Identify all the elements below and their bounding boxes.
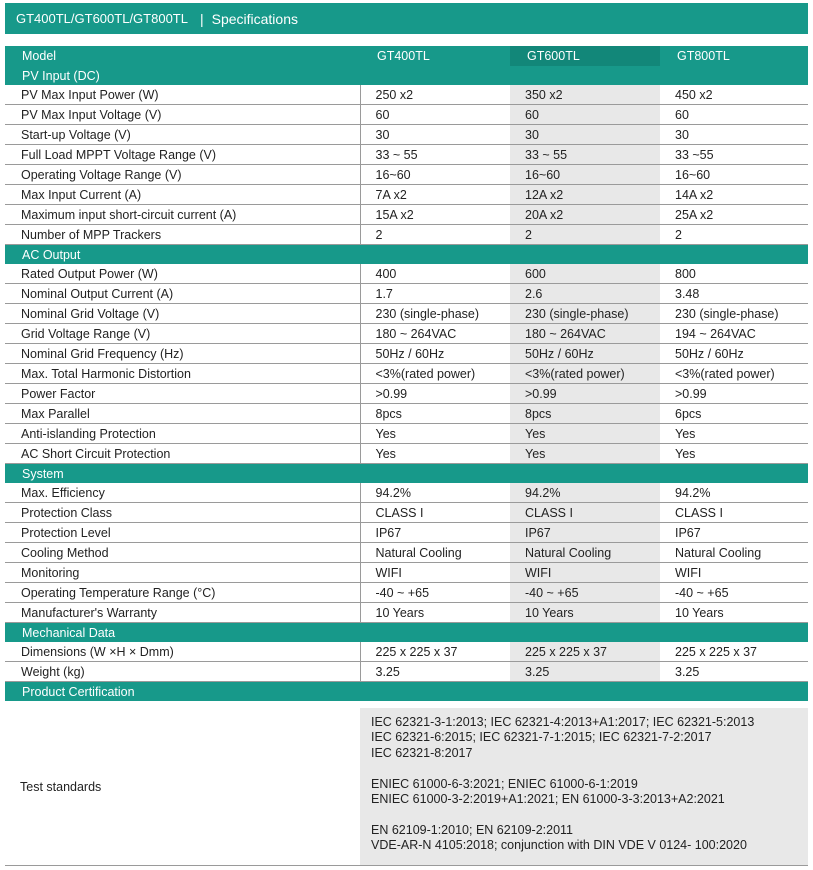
spec-row: [5, 145, 808, 165]
spec-row: [5, 583, 808, 603]
spec-label: Nominal Grid Frequency (Hz): [5, 344, 360, 364]
spec-value: 50Hz / 60Hz: [360, 344, 510, 364]
spec-value: 1.7: [360, 284, 510, 304]
spec-row: [5, 264, 808, 284]
spec-row: [5, 404, 808, 424]
standard-line: IEC 62321-8:2017: [371, 745, 473, 760]
spec-value: 60: [360, 105, 510, 125]
section-title: Product Certification: [5, 682, 808, 702]
spec-value: <3%(rated power): [660, 364, 808, 384]
spec-value: IP67: [510, 523, 660, 543]
spec-value: Yes: [660, 424, 808, 444]
spec-value: Yes: [510, 444, 660, 464]
spec-value: 8pcs: [510, 404, 660, 424]
spec-value: 10 Years: [660, 603, 808, 623]
title-banner: [5, 3, 808, 34]
spec-label: Maximum input short-circuit current (A): [5, 205, 360, 225]
spec-row: [5, 384, 808, 404]
section-title: AC Output: [5, 245, 808, 265]
spec-value: 225 x 225 x 37: [360, 642, 510, 662]
spec-label: Grid Voltage Range (V): [5, 324, 360, 344]
spec-value: 33 ~ 55: [510, 145, 660, 165]
banner-separator: |: [199, 10, 204, 27]
spec-value: 350 x2: [510, 85, 660, 105]
spec-value: 33 ~ 55: [360, 145, 510, 165]
spec-value: Natural Cooling: [510, 543, 660, 563]
spec-value: 600: [510, 264, 660, 284]
spec-row: [5, 603, 808, 623]
spec-value: 16~60: [510, 165, 660, 185]
spec-label: Operating Temperature Range (°C): [5, 583, 360, 603]
spec-value: 225 x 225 x 37: [510, 642, 660, 662]
spec-row: [5, 205, 808, 225]
spec-value: 50Hz / 60Hz: [660, 344, 808, 364]
spec-row: [5, 105, 808, 125]
spec-value: -40 ~ +65: [510, 583, 660, 603]
standard-line: VDE-AR-N 4105:2018; conjunction with DIN VDE V 0124- 100:2020: [371, 838, 747, 853]
standard-line: ENIEC 61000-6-3:2021; ENIEC 61000-6-1:2019: [371, 776, 638, 791]
section-title: PV Input (DC): [5, 66, 808, 85]
spec-value: 3.25: [360, 662, 510, 682]
spec-value: 30: [660, 125, 808, 145]
standard-line: EN 62109-1:2010; EN 62109-2:2011: [371, 822, 574, 837]
banner-title: Specifications: [211, 10, 298, 27]
spec-value: WIFI: [360, 563, 510, 583]
standards-group: [371, 823, 808, 854]
spec-value: 15A x2: [360, 205, 510, 225]
spec-value: Yes: [660, 444, 808, 464]
spec-label: Power Factor: [5, 384, 360, 404]
spec-value: 60: [660, 105, 808, 125]
spec-row: [5, 304, 808, 324]
spec-value: <3%(rated power): [360, 364, 510, 384]
spec-label: Full Load MPPT Voltage Range (V): [5, 145, 360, 165]
spec-label: Anti-islanding Protection: [5, 424, 360, 444]
spec-label: Operating Voltage Range (V): [5, 165, 360, 185]
spec-row: [5, 563, 808, 583]
spec-value: >0.99: [360, 384, 510, 404]
spec-value: >0.99: [660, 384, 808, 404]
spec-row: [5, 543, 808, 563]
spec-row: [5, 503, 808, 523]
spec-value: 450 x2: [660, 85, 808, 105]
spec-value: 50Hz / 60Hz: [510, 344, 660, 364]
spec-value: 2: [360, 225, 510, 245]
spec-row: [5, 444, 808, 464]
spec-label: Nominal Output Current (A): [5, 284, 360, 304]
standard-line: IEC 62321-3-1:2013; IEC 62321-4:2013+A1:2017; IEC 62321-5:2013: [371, 715, 755, 729]
spec-label: Number of MPP Trackers: [5, 225, 360, 245]
spec-row: [5, 185, 808, 205]
spec-value: 30: [510, 125, 660, 145]
spec-value: 25A x2: [660, 205, 808, 225]
spec-value: 16~60: [360, 165, 510, 185]
spec-value: Yes: [510, 424, 660, 444]
spec-value: 800: [660, 264, 808, 284]
spec-label: Protection Level: [5, 523, 360, 543]
spec-row: [5, 424, 808, 444]
spec-value: 20A x2: [510, 205, 660, 225]
spec-value: 33 ~55: [660, 145, 808, 165]
section-title: Mechanical Data: [5, 623, 808, 643]
section-header: [5, 464, 808, 484]
spec-label: Weight (kg): [5, 662, 360, 682]
spec-value: 3.25: [510, 662, 660, 682]
spec-value: -40 ~ +65: [660, 583, 808, 603]
spec-row: [5, 125, 808, 145]
section-header: [5, 245, 808, 265]
spec-value: 16~60: [660, 165, 808, 185]
spec-value: 3.48: [660, 284, 808, 304]
spec-value: CLASS I: [660, 503, 808, 523]
standards-group: [371, 777, 808, 808]
standard-line: IEC 62321-6:2015; IEC 62321-7-1:2015; IEC 62321-7-2:2017: [371, 730, 712, 745]
spec-label: Manufacturer's Warranty: [5, 603, 360, 623]
test-standards-label: Test standards: [20, 779, 102, 794]
standards-group: [371, 715, 808, 761]
section-header: [5, 623, 808, 643]
spec-label: PV Max Input Power (W): [5, 85, 360, 105]
test-standards-list: [360, 708, 808, 865]
spec-value: WIFI: [660, 563, 808, 583]
spec-value: 225 x 225 x 37: [660, 642, 808, 662]
section-title: System: [5, 464, 808, 484]
spec-row: [5, 662, 808, 682]
spec-value: 2: [510, 225, 660, 245]
spec-value: 6pcs: [660, 404, 808, 424]
spec-row: [5, 483, 808, 503]
spec-value: 10 Years: [360, 603, 510, 623]
spec-value: CLASS I: [360, 503, 510, 523]
spec-row: [5, 165, 808, 185]
spec-label: Protection Class: [5, 503, 360, 523]
spec-row: [5, 642, 808, 662]
section-header: [5, 682, 808, 702]
spec-row: [5, 523, 808, 543]
spec-label: Monitoring: [5, 563, 360, 583]
spec-value: 94.2%: [510, 483, 660, 503]
spec-value: 10 Years: [510, 603, 660, 623]
spec-value: 230 (single-phase): [660, 304, 808, 324]
spec-value: 2: [660, 225, 808, 245]
spec-value: 94.2%: [360, 483, 510, 503]
spec-row: [5, 225, 808, 245]
spec-label: Max Input Current (A): [5, 185, 360, 205]
spec-value: 12A x2: [510, 185, 660, 205]
model-header-cell: GT800TL: [660, 46, 808, 66]
spec-row: [5, 344, 808, 364]
model-header-cell: GT400TL: [360, 46, 510, 66]
spec-row: [5, 284, 808, 304]
spec-value: 30: [360, 125, 510, 145]
spec-value: 2.6: [510, 284, 660, 304]
model-header-cell: GT600TL: [510, 46, 660, 66]
spec-label: Dimensions (W ×H × Dmm): [5, 642, 360, 662]
spec-table: [5, 46, 808, 701]
section-header: [5, 66, 808, 85]
spec-label: Max. Total Harmonic Distortion: [5, 364, 360, 384]
spec-value: Natural Cooling: [660, 543, 808, 563]
spec-value: 180 ~ 264VAC: [360, 324, 510, 344]
spec-value: Yes: [360, 424, 510, 444]
spec-value: Yes: [360, 444, 510, 464]
spec-label: PV Max Input Voltage (V): [5, 105, 360, 125]
spec-value: 7A x2: [360, 185, 510, 205]
spec-label: Start-up Voltage (V): [5, 125, 360, 145]
spec-value: 400: [360, 264, 510, 284]
spec-value: 194 ~ 264VAC: [660, 324, 808, 344]
spec-value: CLASS I: [510, 503, 660, 523]
model-list: GT400TL/GT600TL/GT800TL: [16, 11, 188, 26]
spec-value: >0.99: [510, 384, 660, 404]
spec-row: [5, 324, 808, 344]
spec-label: Max. Efficiency: [5, 483, 360, 503]
spec-value: <3%(rated power): [510, 364, 660, 384]
spec-value: 94.2%: [660, 483, 808, 503]
model-header-label: Model: [5, 46, 360, 66]
spec-value: 230 (single-phase): [360, 304, 510, 324]
spec-label: Rated Output Power (W): [5, 264, 360, 284]
spec-value: -40 ~ +65: [360, 583, 510, 603]
spec-label: Nominal Grid Voltage (V): [5, 304, 360, 324]
model-header-row: [5, 46, 808, 66]
spec-value: 180 ~ 264VAC: [510, 324, 660, 344]
standard-line: ENIEC 61000-3-2:2019+A1:2021; EN 61000-3-3:2013+A2:2021: [371, 792, 725, 807]
spec-value: 60: [510, 105, 660, 125]
spec-value: IP67: [660, 523, 808, 543]
certification-block: [5, 708, 808, 866]
spec-value: 8pcs: [360, 404, 510, 424]
spec-label: AC Short Circuit Protection: [5, 444, 360, 464]
spec-value: Natural Cooling: [360, 543, 510, 563]
spec-value: IP67: [360, 523, 510, 543]
spec-label: Cooling Method: [5, 543, 360, 563]
spec-row: [5, 85, 808, 105]
spec-value: WIFI: [510, 563, 660, 583]
spec-label: Max Parallel: [5, 404, 360, 424]
spec-value: 230 (single-phase): [510, 304, 660, 324]
spec-row: [5, 364, 808, 384]
spec-value: 14A x2: [660, 185, 808, 205]
spec-value: 250 x2: [360, 85, 510, 105]
spec-value: 3.25: [660, 662, 808, 682]
